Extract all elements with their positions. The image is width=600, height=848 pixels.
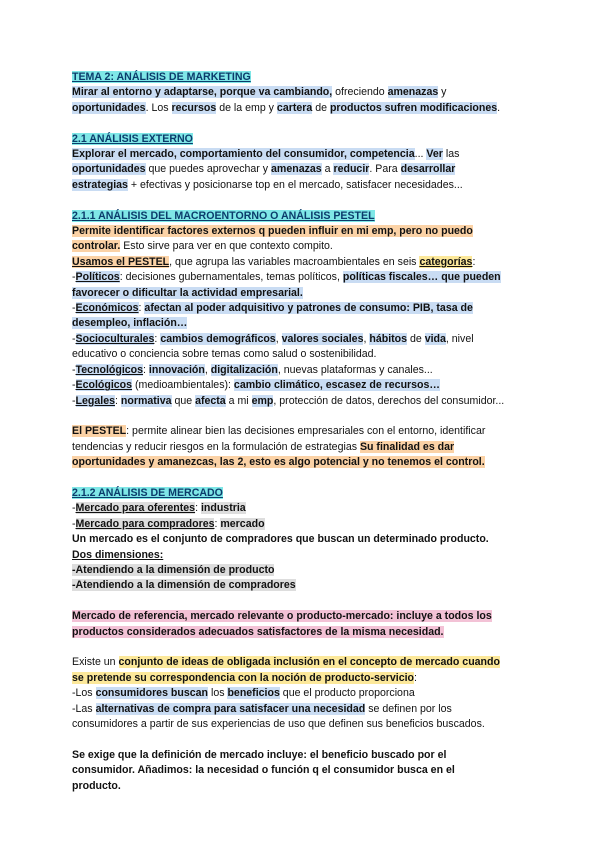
- mercado-referencia-1: Mercado de referencia, mercado relevante o producto-mercado: incluye a todos los: [72, 610, 492, 623]
- section-title-tema2: TEMA 2: ANÁLISIS DE MARKETING: [72, 71, 251, 83]
- pestel-legales: -Legales: normativa que afecta a mi emp, protección de datos, derechos del consumidor...: [72, 394, 505, 407]
- ideas-alternativas-2: consumidores a partir de sus experiencias de uso que definen sus beneficios buscados.: [72, 717, 485, 730]
- dimensiones-heading: Dos dimensiones:: [72, 548, 164, 561]
- paragraph-intro-2: oportunidades. Los recursos de la emp y cartera de productos sufren modificaciones.: [72, 101, 501, 114]
- pestel-economicos-2: desempleo, inflación…: [72, 317, 188, 330]
- dimension-compradores: -Atendiendo a la dimensión de compradores: [72, 579, 296, 592]
- mercado-oferentes: -Mercado para oferentes: industria: [72, 502, 246, 515]
- mercado-definicion: Un mercado es el conjunto de compradores que buscan un determinado producto.: [72, 533, 489, 546]
- ideas-2: se pretende su correspondencia con la noción de producto-servicio:: [72, 671, 417, 684]
- ideas-1: Existe un conjunto de ideas de obligada inclusión en el concepto de mercado cuando: [72, 656, 500, 669]
- final-2: consumidor. Añadimos: la necesidad o función q el consumidor busca en el: [72, 764, 455, 777]
- pestel-economicos: -Económicos: afectan al poder adquisitivo y patrones de consumo: PIB, tasa de: [72, 302, 473, 315]
- paragraph-externo-2: oportunidades que puedes aprovechar y amenazas a reducir. Para desarrollar: [72, 163, 456, 176]
- pestel-tecnologicos: -Tecnológicos: innovación, digitalización, nuevas plataformas y canales...: [72, 363, 433, 376]
- paragraph-intro: Mirar al entorno y adaptarse, porque va cambiando, ofreciendo amenazas y: [72, 86, 447, 99]
- ideas-consumidores: -Los consumidores buscan los beneficios que el producto proporciona: [72, 687, 415, 700]
- section-title-2-1-1: 2.1.1 ANÁLISIS DEL MACROENTORNO O ANÁLISIS PESTEL: [72, 209, 375, 222]
- document-page: [72, 70, 532, 794]
- ideas-alternativas: -Las alternativas de compra para satisfacer una necesidad se definen por los: [72, 702, 452, 715]
- pestel-politicos: -Políticos: decisiones gubernamentales, temas políticos, políticas fiscales… que pueden: [72, 271, 501, 284]
- final-3: producto.: [72, 779, 121, 792]
- mercado-referencia-2: productos considerados adecuados satisfactores de la misma necesidad.: [72, 625, 444, 638]
- section-title-2-1-2: 2.1.2 ANÁLISIS DE MERCADO: [72, 486, 223, 499]
- section-title-2-1: 2.1 ANÁLISIS EXTERNO: [72, 132, 193, 145]
- pestel-use: Usamos el PESTEL, que agrupa las variables macroambientales en seis categorías:: [72, 255, 476, 268]
- pestel-intro-2: controlar. Esto sirve para ver en que contexto compito.: [72, 240, 333, 253]
- pestel-socioculturales: -Socioculturales: cambios demográficos, valores sociales, hábitos de vida, nivel: [72, 332, 474, 345]
- pestel-ecologicos: -Ecológicos (medioambientales): cambio climático, escasez de recursos…: [72, 379, 441, 392]
- final-1: Se exige que la definición de mercado incluye: el beneficio buscado por el: [72, 748, 447, 761]
- dimension-producto: -Atendiendo a la dimensión de producto: [72, 563, 275, 576]
- pestel-politicos-2: favorecer o dificultar la actividad empresarial.: [72, 286, 303, 299]
- pestel-summary-3: oportunidades y amanezcas, las 2, esto es algo potencial y no tenemos el control.: [72, 456, 485, 469]
- paragraph-externo-1: Explorar el mercado, comportamiento del consumidor, competencia... Ver las: [72, 148, 460, 161]
- pestel-summary-1: El PESTEL: permite alinear bien las decisiones empresariales con el entorno, identificar: [72, 425, 486, 438]
- pestel-socioculturales-2: educativo o conciencia sobre temas como salud o sostenibilidad.: [72, 348, 377, 361]
- pestel-summary-2: tendencias y reducir riesgos en la formulación de estrategias Su finalidad es dar: [72, 440, 455, 453]
- mercado-compradores: -Mercado para compradores: mercado: [72, 517, 265, 530]
- paragraph-externo-3: estrategias + efectivas y posicionarse top en el mercado, satisfacer necesidades...: [72, 178, 463, 191]
- pestel-intro-1: Permite identificar factores externos q pueden influir en mi emp, pero no puedo: [72, 225, 473, 238]
